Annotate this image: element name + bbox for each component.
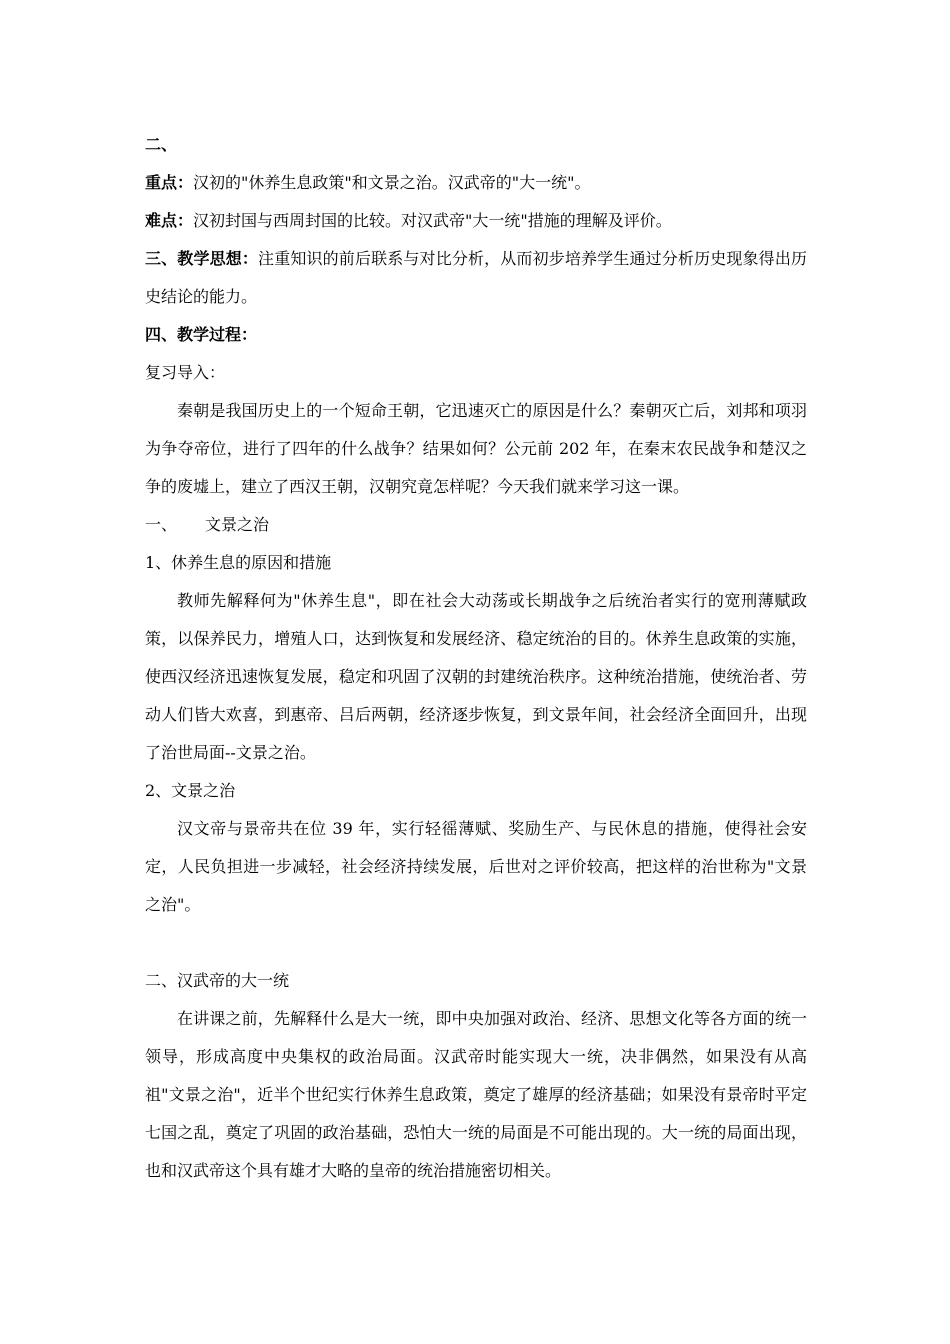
section-one-heading [145, 506, 807, 544]
teaching-idea-label: 三、教学思想： [145, 249, 259, 268]
section-one-title: 文景之治 [205, 515, 270, 534]
blank-line [145, 924, 807, 962]
review-paragraph: 秦朝是我国历史上的一个短命王朝，它迅速灭亡的原因是什么？秦朝灭亡后，刘邦和项羽为争夺帝位，进行了四年的什么战争？结果如何？公元前 202 年，在秦末农民战争和楚汉之争的废墟上，建立了西汉王朝，汉朝究竟怎样呢？今天我们就来学习这一课。 [145, 401, 807, 496]
heading-two-text: 二、 [145, 135, 178, 154]
subsection-one-paragraph: 教师先解释何为"休养生息"，即在社会大动荡或长期战争之后统治者实行的宽刑薄赋政策，以保养民力，增殖人口，达到恢复和发展经济、稳定统治的目的。休养生息政策的实施，使西汉经济迅速恢复发展，稳定和巩固了汉朝的封建统治秩序。这种统治措施，使统治者、劳动人们皆大欢喜，到惠帝、吕后两朝，经济逐步恢复，到文景年间，社会经济全面回升，出现了治世局面--文景之治。 [145, 591, 807, 762]
teaching-process [145, 316, 807, 354]
section-two-title: 二、汉武帝的大一统 [145, 971, 290, 990]
key-points-text: 汉初的"休养生息政策"和文景之治。汉武帝的"大一统"。 [193, 173, 591, 192]
teaching-process-label: 四、教学过程： [145, 325, 258, 344]
key-points [145, 164, 807, 202]
teaching-idea [145, 240, 807, 316]
subsection-two-paragraph: 汉文帝与景帝共在位 39 年，实行轻徭薄赋、奖励生产、与民休息的措施，使得社会安定，人民负担进一步减轻，社会经济持续发展，后世对之评价较高，把这样的治世称为"文景之治"。 [145, 819, 807, 914]
difficult-text: 汉初封国与西周封国的比较。对汉武帝"大一统"措施的理解及评价。 [193, 211, 672, 230]
section-two-paragraph: 在讲课之前，先解释什么是大一统，即中央加强对政治、经济、思想文化等各方面的统一领导，形成高度中央集权的政治局面。汉武帝时能实现大一统，决非偶然，如果没有从高祖"文景之治"，近半个世纪实行休养生息政策，奠定了雄厚的经济基础；如果没有景帝时平定七国之乱，奠定了巩固的政治基础，恐怕大一统的局面是不可能出现的。大一统的局面出现，也和汉武帝这个具有雄才大略的皇帝的统治措施密切相关。 [145, 1009, 807, 1180]
subsection-two-title: 2、文景之治 [145, 781, 236, 800]
heading-two [145, 126, 807, 164]
document-body [145, 126, 807, 1190]
subsection-one-title: 1、休养生息的原因和措施 [145, 553, 332, 572]
teaching-idea-text: 注重知识的前后联系与对比分析，从而初步培养学生通过分析历史现象得出历史结论的能力。 [145, 249, 807, 306]
difficult-label: 难点： [145, 211, 194, 230]
review-label: 复习导入： [145, 363, 226, 382]
key-points-label: 重点： [145, 173, 194, 192]
difficult-points [145, 202, 807, 240]
section-one-number: 一、 [145, 515, 178, 534]
